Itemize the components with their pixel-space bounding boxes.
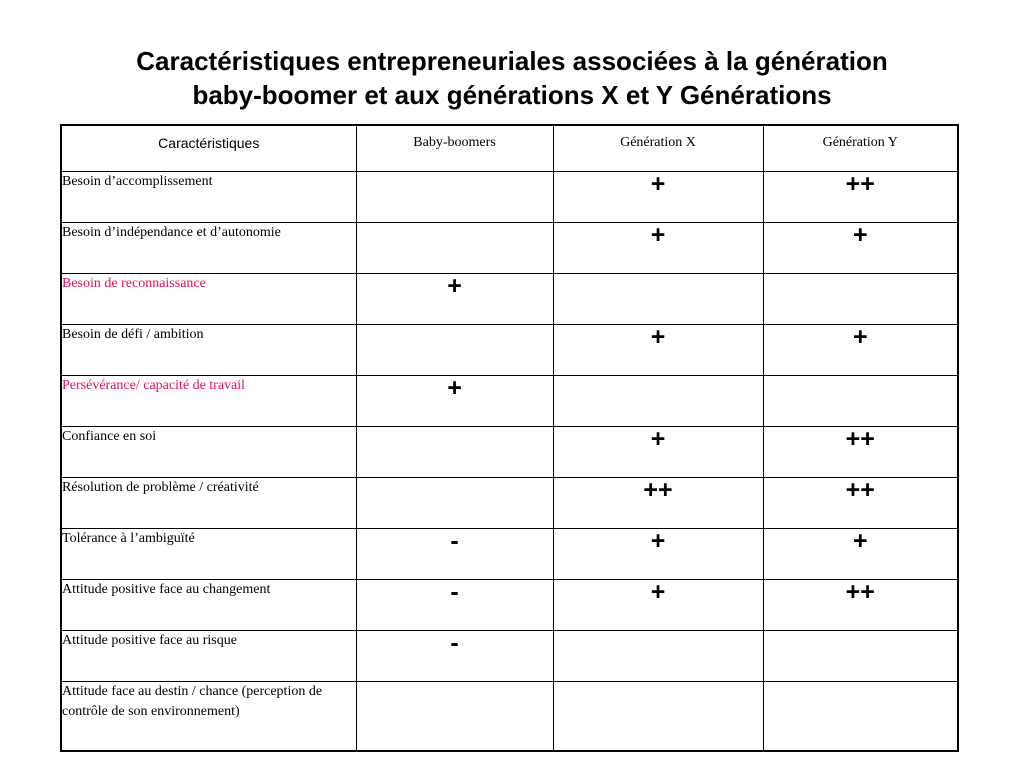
generation-y-cell xyxy=(763,375,958,426)
generation-y-cell: + xyxy=(763,222,958,273)
baby-boomers-cell xyxy=(356,171,553,222)
generation-x-cell xyxy=(553,681,763,751)
baby-boomers-cell xyxy=(356,426,553,477)
row-label: Confiance en soi xyxy=(61,426,356,477)
baby-boomers-cell xyxy=(356,477,553,528)
table-row xyxy=(61,375,958,426)
table-row xyxy=(61,681,958,751)
generation-x-cell: ++ xyxy=(553,477,763,528)
table-row xyxy=(61,324,958,375)
generation-x-cell xyxy=(553,375,763,426)
baby-boomers-cell: - xyxy=(356,579,553,630)
generation-x-cell: + xyxy=(553,579,763,630)
table-row xyxy=(61,171,958,222)
baby-boomers-cell xyxy=(356,222,553,273)
baby-boomers-cell: - xyxy=(356,630,553,681)
table-row xyxy=(61,426,958,477)
generation-y-cell xyxy=(763,273,958,324)
generation-x-cell xyxy=(553,273,763,324)
row-label: Attitude positive face au changement xyxy=(61,579,356,630)
generation-x-cell: + xyxy=(553,528,763,579)
generation-y-cell: ++ xyxy=(763,477,958,528)
baby-boomers-cell: + xyxy=(356,273,553,324)
header-baby-boomers: Baby-boomers xyxy=(356,125,553,171)
generation-y-cell xyxy=(763,681,958,751)
table-row xyxy=(61,477,958,528)
table-row xyxy=(61,630,958,681)
header-characteristics: Caractéristiques xyxy=(61,125,356,171)
slide-title-line-2: baby-boomer et aux générations X et Y Générations xyxy=(192,80,832,110)
row-label: Attitude face au destin / chance (perception de contrôle de son environnement) xyxy=(61,681,356,751)
row-label: Besoin d’indépendance et d’autonomie xyxy=(61,222,356,273)
header-generation-y: Génération Y xyxy=(763,125,958,171)
generation-y-cell: ++ xyxy=(763,426,958,477)
table-row xyxy=(61,273,958,324)
baby-boomers-cell: + xyxy=(356,375,553,426)
table-row xyxy=(61,222,958,273)
baby-boomers-cell xyxy=(356,324,553,375)
header-generation-x: Génération X xyxy=(553,125,763,171)
row-label: Besoin d’accomplissement xyxy=(61,171,356,222)
generation-x-cell: + xyxy=(553,324,763,375)
row-label: Persévérance/ capacité de travail xyxy=(61,375,356,426)
generation-y-cell: + xyxy=(763,324,958,375)
slide-title xyxy=(0,44,1024,112)
generation-x-cell: + xyxy=(553,426,763,477)
row-label: Résolution de problème / créativité xyxy=(61,477,356,528)
characteristics-table xyxy=(60,124,959,752)
generation-y-cell xyxy=(763,630,958,681)
baby-boomers-cell xyxy=(356,681,553,751)
row-label: Besoin de défi / ambition xyxy=(61,324,356,375)
slide-title-line-1: Caractéristiques entrepreneuriales associées à la génération xyxy=(136,46,888,76)
generation-x-cell: + xyxy=(553,171,763,222)
generation-x-cell: + xyxy=(553,222,763,273)
table-header-row xyxy=(61,125,958,171)
generation-x-cell xyxy=(553,630,763,681)
table-row xyxy=(61,579,958,630)
row-label: Tolérance à l’ambiguïté xyxy=(61,528,356,579)
row-label: Attitude positive face au risque xyxy=(61,630,356,681)
generation-y-cell: ++ xyxy=(763,579,958,630)
generation-y-cell: + xyxy=(763,528,958,579)
table-row xyxy=(61,528,958,579)
baby-boomers-cell: - xyxy=(356,528,553,579)
generation-y-cell: ++ xyxy=(763,171,958,222)
row-label: Besoin de reconnaissance xyxy=(61,273,356,324)
